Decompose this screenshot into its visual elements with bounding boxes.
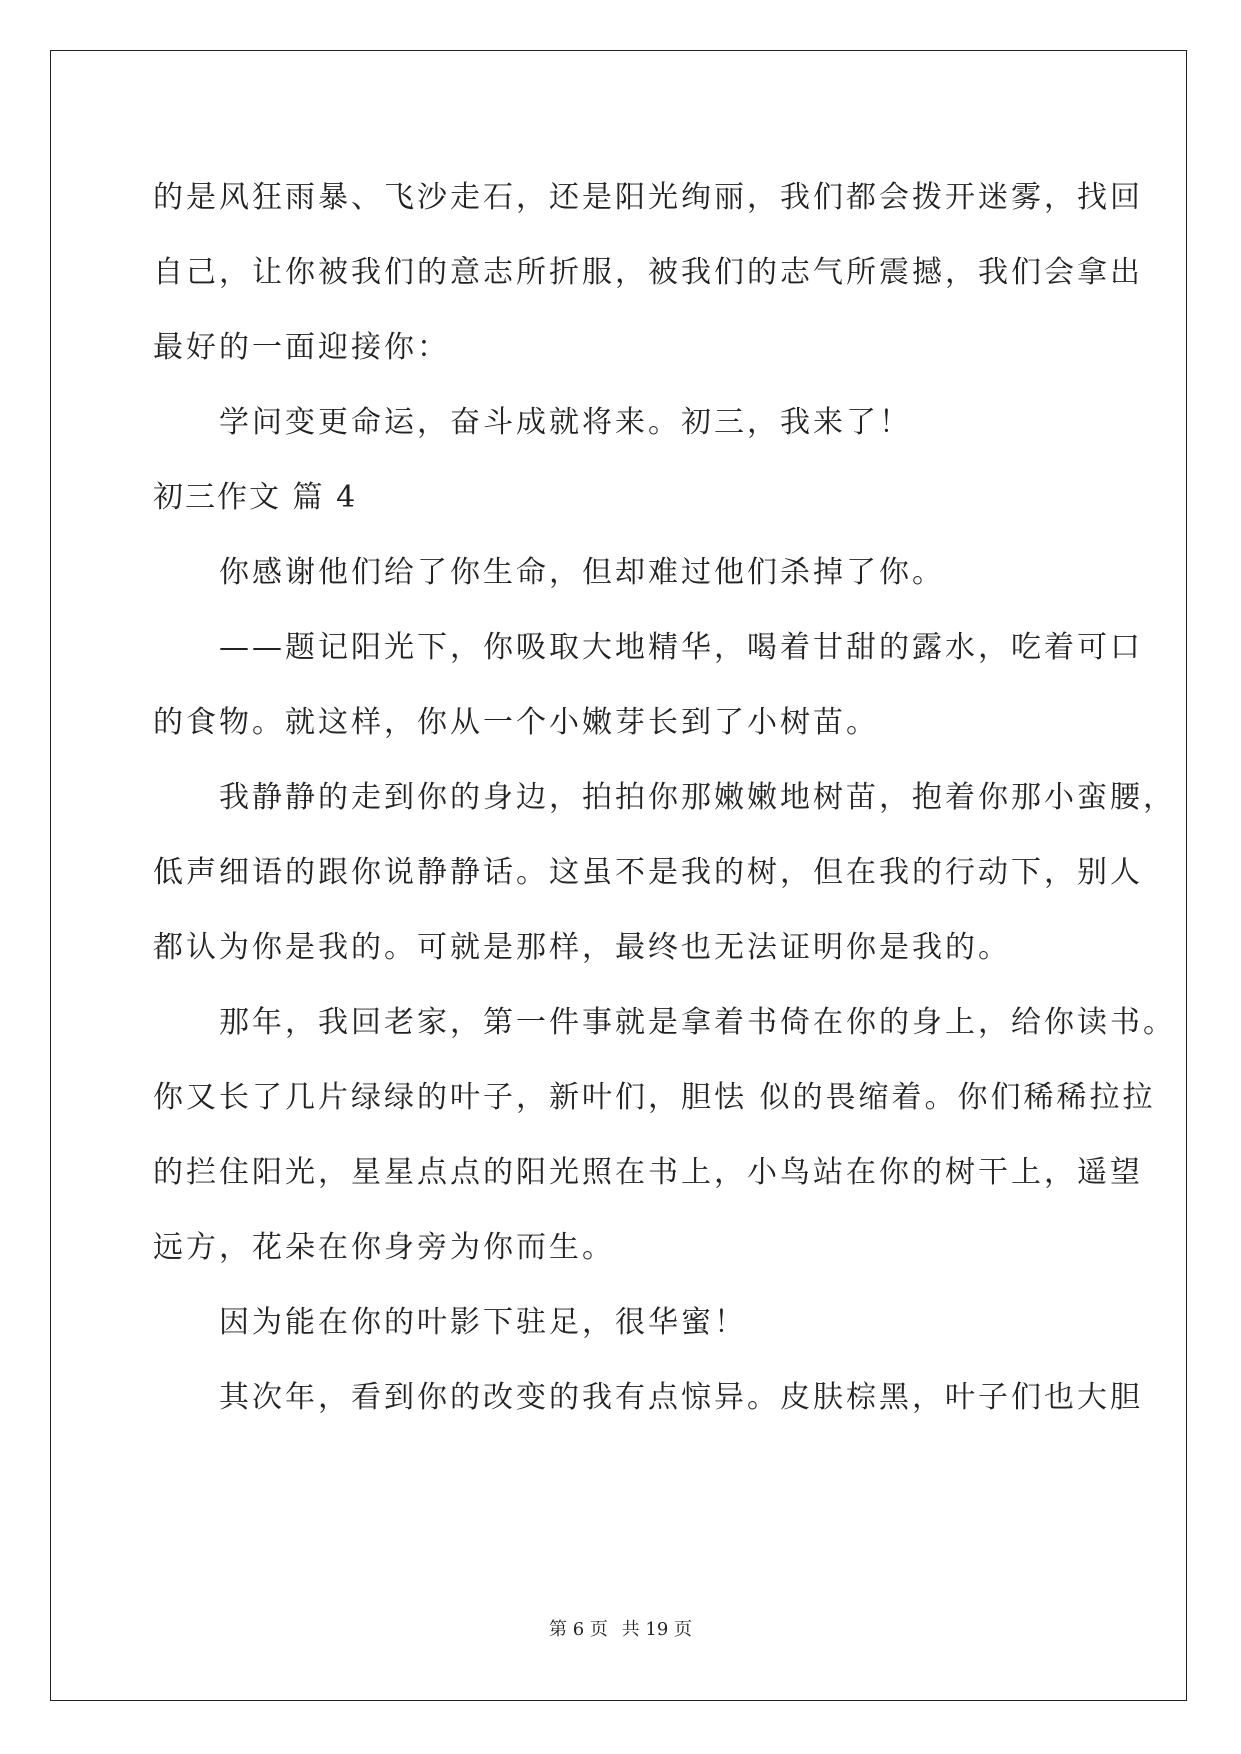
text-line: 的是风狂雨暴、飞沙走石，还是阳光绚丽，我们都会拨开迷雾，找回 — [153, 180, 1143, 215]
text-line: 我静静的走到你的身边，拍拍你那嫩嫩地树苗，抱着你那小蛮腰， — [153, 780, 1176, 815]
text-line: 最好的一面迎接你： — [153, 330, 450, 365]
text-line: 的食物。就这样，你从一个小嫩芽长到了小树苗。 — [153, 705, 879, 740]
page-footer — [0, 1615, 1241, 1641]
document-body — [153, 160, 1176, 1435]
text-line: 低声细语的跟你说静静话。这虽不是我的树，但在我的行动下，别人 — [153, 855, 1143, 890]
page-total: 共 19 页 — [621, 1619, 692, 1640]
page-number: 第 6 页 — [549, 1619, 608, 1640]
text-line: 学问变更命运，奋斗成就将来。初三，我来了！ — [153, 405, 912, 440]
text-line: 那年，我回老家，第一件事就是拿着书倚在你的身上，给你读书。 — [153, 1005, 1176, 1040]
text-line: 的拦住阳光，星星点点的阳光照在书上，小鸟站在你的树干上，遥望 — [153, 1155, 1143, 1190]
text-line: 远方，花朵在你身旁为你而生。 — [153, 1230, 615, 1265]
text-line: ——题记阳光下，你吸取大地精华，喝着甘甜的露水，吃着可口 — [153, 630, 1143, 665]
text-line: 自己，让你被我们的意志所折服，被我们的志气所震撼，我们会拿出 — [153, 255, 1143, 290]
text-line: 都认为你是我的。可就是那样，最终也无法证明你是我的。 — [153, 930, 1011, 965]
text-line: 因为能在你的叶影下驻足，很华蜜！ — [153, 1305, 747, 1340]
text-line: 其次年，看到你的改变的我有点惊异。皮肤棕黑，叶子们也大胆 — [153, 1380, 1143, 1415]
text-line: 你又长了几片绿绿的叶子，新叶们，胆怯 似的畏缩着。你们稀稀拉拉 — [153, 1080, 1156, 1115]
section-heading: 初三作文 篇 4 — [153, 480, 358, 515]
text-line: 你感谢他们给了你生命，但却难过他们杀掉了你。 — [153, 555, 945, 590]
